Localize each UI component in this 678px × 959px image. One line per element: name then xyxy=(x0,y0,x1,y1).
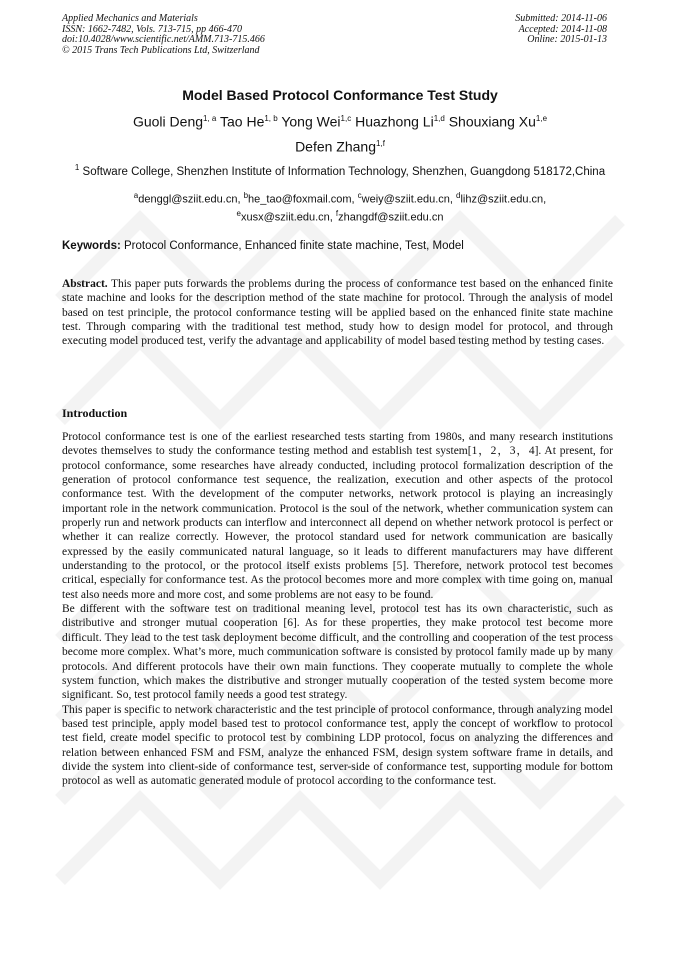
email-sup: f xyxy=(335,208,339,218)
email-sup: a xyxy=(133,191,139,201)
accepted-date: Accepted: 2014-11-08 xyxy=(518,23,607,35)
author-sup: 1,e xyxy=(535,114,548,123)
email-sup: e xyxy=(236,208,241,218)
paragraph: Be different with the software test on traditional meaning level, protocol test has its own characteristic, such as distributive and stronger mutual cooperation [6]. As for these properties, they make protocol test become more difficult. They lead to the test task deployment become difficult, and the controlling and cooperation of the test process become more complex. What’s more, much communication software is consisted by protocol family made up by many protocols. And different protocols have their own main functions. They cooperate mutually to complete the whole system function, which makes the distributive and stronger mutually cooperation of the tested system become more significant. So, test protocol family needs a good test strategy. xyxy=(62,603,613,702)
author-sup: 1, b xyxy=(264,114,278,123)
author-sup: 1,c xyxy=(340,114,352,123)
email-address: zhangdf@sziit.edu.cn xyxy=(338,211,444,224)
affiliation-text: Software College, Shenzhen Institute of Information Technology, Shenzhen, Guangdong 518172,China xyxy=(82,166,606,179)
author-sup: 1, a xyxy=(203,114,217,123)
email-sup: d xyxy=(456,191,461,201)
submitted-date: Submitted: 2014-11-06 xyxy=(515,13,607,24)
paragraph: This paper is specific to network characteristic and the test principle of protocol conformance, through analyzing model based test principle, apply model based test to protocol conformance test, apply the concept of workflow to protocol test field, create model specific to protocol test by combining LDP protocol, focus on analyzing the differences and relation between enhanced FSM and FSM, analyze the enhanced FSM, design system software frame in details, and divide the system into client-side of conformance test, server-side of conformance test, supporting module for bottom protocol as well as automatic generated module of protocol according to the conformance test. xyxy=(62,703,613,788)
section-heading-introduction: Introduction xyxy=(62,406,128,420)
author-sup: 1,f xyxy=(376,138,385,148)
introduction-body xyxy=(62,430,613,789)
email-sup: c xyxy=(357,191,362,201)
abstract-text: This paper puts forwards the problems during the process of conformance test based on the enhanced finite state machine and looks for the description method of the state machine for protocol. Through the analysis of model based on test principle, the protocol conformance testing will be applied based on the enhanced finite state machine test. Through comparing with the traditional test method, study how to design model for protocol, and through executing model produced test, verify the advantage and applicability of model based testing method by testing cases. xyxy=(62,278,613,348)
author-name: Guoli Deng xyxy=(132,113,204,130)
keywords xyxy=(62,240,622,252)
email-address: he_tao@foxmail.com xyxy=(248,193,352,206)
title-block xyxy=(60,87,620,224)
author-sup: 1,d xyxy=(433,114,445,123)
issn-line: ISSN: 1662-7482, Vols. 713-715, pp 466-470 xyxy=(62,23,242,35)
journal-info xyxy=(62,14,265,56)
abstract-label: Abstract. xyxy=(62,278,108,290)
email-address: weiy@sziit.edu.cn xyxy=(361,193,450,206)
publication-dates xyxy=(515,14,607,46)
abstract xyxy=(62,277,613,349)
author-name: Shouxiang Xu xyxy=(448,113,536,130)
journal-name: Applied Mechanics and Materials xyxy=(62,13,198,24)
email-address: denggl@sziit.edu.cn xyxy=(138,193,238,206)
keywords-label: Keywords: xyxy=(62,240,121,252)
copyright-line: © 2015 Trans Tech Publications Ltd, Switzerland xyxy=(62,44,260,56)
email-address: xusx@sziit.edu.cn xyxy=(240,211,330,224)
doi-line: doi:10.4028/www.scientific.net/AMM.713-715.466 xyxy=(62,34,265,45)
email-list: $^a$denggl@sziit.edu.cn, $^b$he_tao@foxmail.com, $^c$weiy@sziit.edu.cn, $^d$lihz@sziit.edu.cn, $^e$xusx@sziit.edu.cn, $^f$zhangdf@sziit.edu.cn xyxy=(133,191,547,224)
author-name: Huazhong Li xyxy=(355,113,434,130)
online-date: Online: 2015-01-13 xyxy=(527,34,607,45)
keywords-text: Protocol Conformance, Enhanced finite state machine, Test, Model xyxy=(124,240,464,252)
author-name: Tao He xyxy=(220,113,265,130)
email-sup: b xyxy=(243,191,249,201)
email-address: lihz@sziit.edu.cn xyxy=(460,193,544,206)
author-name: Yong Wei xyxy=(281,113,341,130)
author-list xyxy=(60,108,620,157)
affiliation xyxy=(60,160,620,180)
affiliation-sup: 1 xyxy=(74,163,80,173)
paper-title: Model Based Protocol Conformance Test Study xyxy=(182,87,498,103)
author-name: Defen Zhang xyxy=(295,138,377,155)
paragraph: Protocol conformance test is one of the earliest researched tests starting from 1980s, and many research institutions devotes themselves to study the conformance testing method and establish test system[1，2，3，4]. At present, for protocol conformance, some researches have already conducted, including protocol formalization description of the generation of protocol conformance test sequence, the realization, execution and other aspects of the protocol conformance test. With the development of the computer networks, network protocol is playing an increasingly important role in the network communication. Protocol is the soul of the network, whether communication system can properly run and network products can interflow and interconnect all depend on whether network protocol is perfect or whether it can realize correctly. However, the protocol standard used for network communication are basically expressed by the easily communicated natural language, so it leads to different manufacturers may have different understanding to the protocol, or the protocol itself exists problems [5]. Therefore, network protocol test becomes critical, especially for conformance test. As the protocol becomes more and more complex with time going on, manual test also needs more and more cost, and some problems are not easy to be found. xyxy=(62,431,613,601)
